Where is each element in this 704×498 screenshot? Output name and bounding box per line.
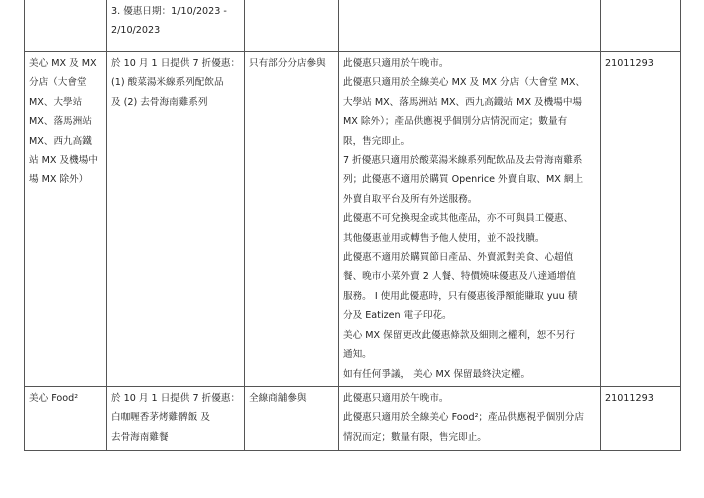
term-line: 情況而定；數量有限，售完即止。 <box>343 431 487 443</box>
outlet-line: MX、大學站 <box>29 96 83 108</box>
terms-cell <box>339 0 601 52</box>
offer-line: 去骨海南雞餐 <box>111 431 169 443</box>
offer-line: (1) 酸菜湯米線系列配飲品 <box>111 77 224 89</box>
term-line: 服務。 I 使用此優惠時，只有優惠後淨額能賺取 yuu 積 <box>343 290 578 302</box>
scope-text: 只有部分分店參與 <box>249 58 326 69</box>
outlet-line: 分店（大會堂 <box>29 77 87 89</box>
scope-cell <box>245 0 339 52</box>
outlet-line: MX、西九高鐵 <box>29 135 92 147</box>
outlet-cell <box>25 0 107 52</box>
offer-line: 3. 優惠日期：1/10/2023 - <box>111 6 227 17</box>
outlet-line: 美心 Food² <box>29 392 79 404</box>
outlet-line: 場 MX 除外） <box>29 174 89 186</box>
term-line: 限，售完即止。 <box>343 135 411 147</box>
term-line: 此優惠不適用於購買節日產品、外賣派對美食、心超值 <box>343 252 574 264</box>
scope-cell <box>245 386 339 450</box>
term-line: 餐、晚市小菜外賣 2 人餐、特價燒味優惠及八達通增值 <box>343 271 576 283</box>
term-line: 此優惠只適用於午晚市。 <box>343 392 449 404</box>
table-row <box>25 52 681 387</box>
offer-cell <box>107 386 245 450</box>
table-row <box>25 0 681 52</box>
term-line: 此優惠只適用於全線美心 Food²；產品供應視乎個別分店 <box>343 412 584 424</box>
term-line: 外賣自取平台及所有外送服務。 <box>343 193 478 205</box>
term-line: MX 除外）；產品供應視乎個別分店情況而定；數量有 <box>343 116 568 128</box>
code-text: 21011293 <box>605 58 654 69</box>
code-text: 21011293 <box>605 392 654 404</box>
outlet-line: 美心 MX 及 MX <box>29 58 97 69</box>
offer-line: 及 (2) 去骨海南雞系列 <box>111 96 208 108</box>
code-cell <box>601 386 681 450</box>
terms-cell <box>339 52 601 387</box>
offer-line: 2/10/2023 <box>111 25 161 37</box>
term-line: 此優惠只適用於全線美心 MX 及 MX 分店（大會堂 MX、 <box>343 77 586 89</box>
term-line: 大學站 MX、落馬洲站 MX、西九高鐵站 MX 及機場中場 <box>343 96 583 108</box>
terms-cell <box>339 386 601 450</box>
term-line: 通知。 <box>343 349 372 361</box>
scope-text: 全線商舖參與 <box>249 392 307 404</box>
scope-cell <box>245 52 339 387</box>
outlet-line: MX、落馬洲站 <box>29 116 92 128</box>
term-line: 此優惠只適用於午晚市。 <box>343 58 449 69</box>
promotion-table <box>24 0 681 451</box>
offer-cell <box>107 0 245 52</box>
outlet-cell <box>25 386 107 450</box>
outlet-line: 站 MX 及機場中 <box>29 155 98 167</box>
term-line: 此優惠不可兌換現金或其他產品，亦不可與員工優惠、 <box>343 213 574 225</box>
term-line: 7 折優惠只適用於酸菜湯米線系列配飲品及去骨海南雞系 <box>343 155 583 167</box>
term-line: 分及 Eatizen 電子印花。 <box>343 310 452 322</box>
table-row <box>25 386 681 450</box>
outlet-cell <box>25 52 107 387</box>
term-line: 如有任何爭議， 美心 MX 保留最終決定權。 <box>343 368 531 380</box>
code-cell <box>601 0 681 52</box>
offer-line: 於 10 月 1 日提供 7 折優惠： <box>111 58 241 69</box>
offer-cell <box>107 52 245 387</box>
term-line: 美心 MX 保留更改此優惠條款及細則之權利，恕不另行 <box>343 329 576 341</box>
term-line: 其他優惠並用或轉售予他人使用，並不設找贖。 <box>343 232 545 244</box>
offer-line: 於 10 月 1 日提供 7 折優惠： <box>111 392 241 404</box>
code-cell <box>601 52 681 387</box>
term-line: 列；此優惠不適用於購買 Openrice 外賣自取、MX 網上 <box>343 174 584 186</box>
offer-line: 白咖喱香茅烤雞髀飯 及 <box>111 412 210 424</box>
